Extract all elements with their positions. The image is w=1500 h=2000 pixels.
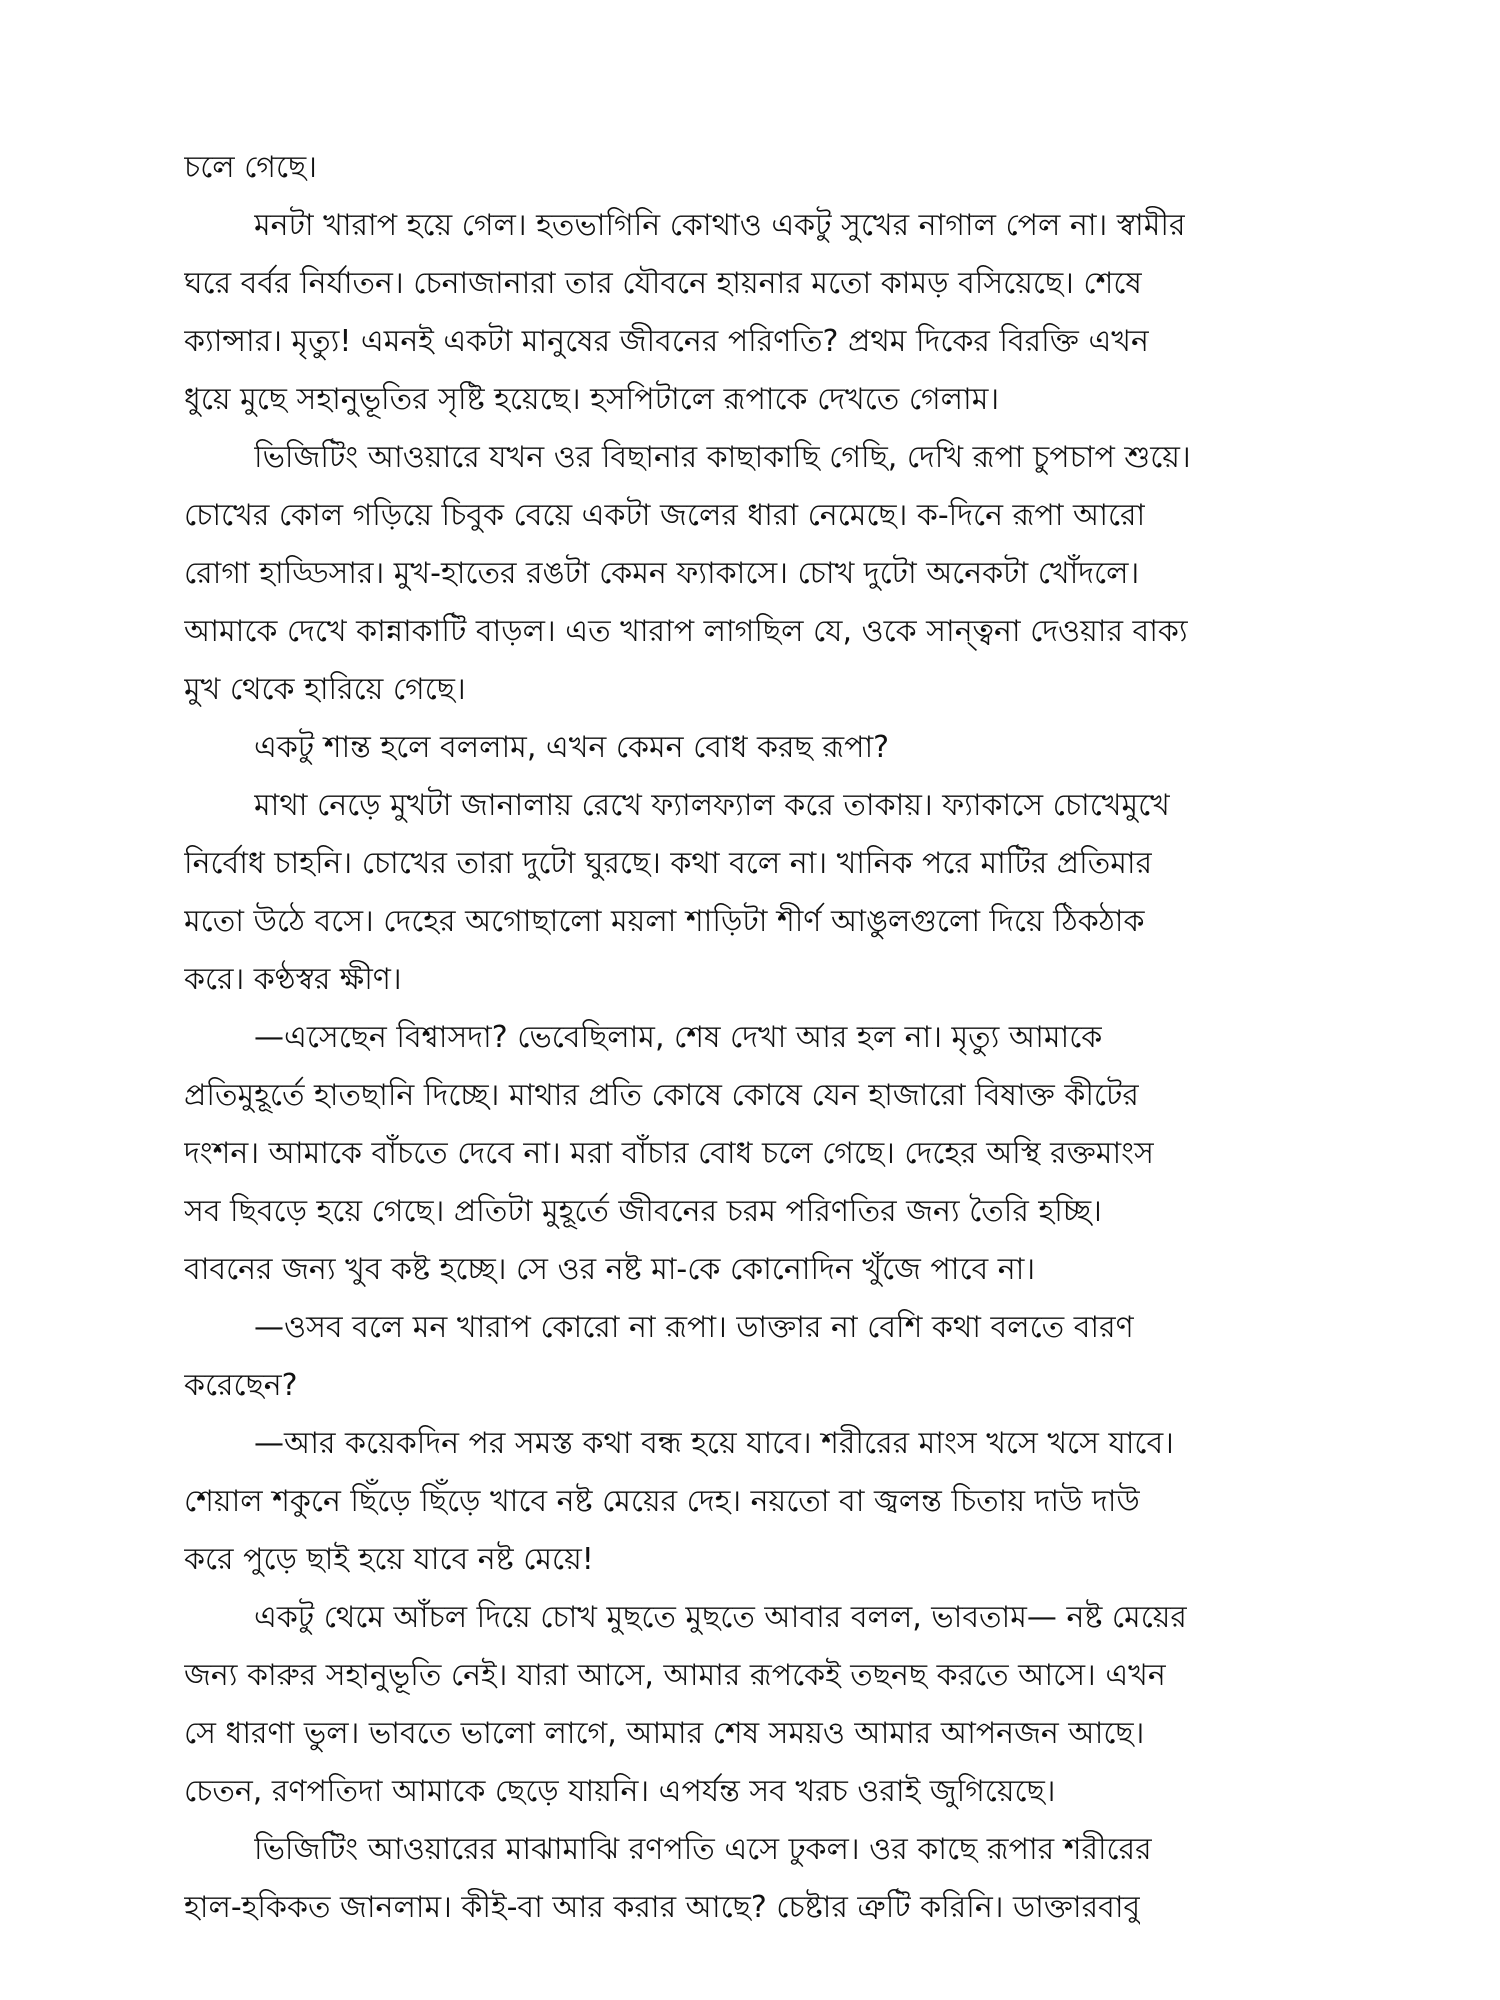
text-line: করেছেন? (184, 1368, 298, 1403)
text-line: মুখ থেকে হারিয়ে গেছে। (184, 672, 466, 707)
text-line: ভিজিটিং আওয়ারে যখন ওর বিছানার কাছাকাছি গেছি, দেখি রূপা চুপচাপ শুয়ে। (254, 440, 1191, 475)
text-line: ঘরে বর্বর নির্যাতন। চেনাজানারা তার যৌবনে হায়নার মতো কামড় বসিয়েছে। শেষে (184, 266, 1142, 301)
text-line: শেয়াল শকুনে ছিঁড়ে ছিঁড়ে খাবে নষ্ট মেয়ের দেহ। নয়তো বা জ্বলন্ত চিতায় দাউ দাউ (184, 1484, 1140, 1519)
text-line: সব ছিবড়ে হয়ে গেছে। প্রতিটা মুহূর্তে জীবনের চরম পরিণতির জন্য তৈরি হচ্ছি। (184, 1194, 1102, 1229)
text-line: মতো উঠে বসে। দেহের অগোছালো ময়লা শাড়িটা শীর্ণ আঙুলগুলো দিয়ে ঠিকঠাক (184, 904, 1145, 939)
text-line: মাথা নেড়ে মুখটা জানালায় রেখে ফ্যালফ্যাল করে তাকায়। ফ্যাকাসে চোখেমুখে (254, 788, 1170, 823)
text-line: সে ধারণা ভুল। ভাবতে ভালো লাগে, আমার শেষ সময়ও আমার আপনজন আছে। (184, 1716, 1145, 1751)
text-line: নির্বোধ চাহনি। চোখের তারা দুটো ঘুরছে। কথা বলে না। খানিক পরে মাটির প্রতিমার (184, 846, 1153, 881)
text-line: করে। কণ্ঠস্বর ক্ষীণ। (184, 962, 402, 997)
text-line: —আর কয়েকদিন পর সমস্ত কথা বন্ধ হয়ে যাবে। শরীরের মাংস খসে খসে যাবে। (254, 1426, 1174, 1461)
text-line: চেতন, রণপতিদা আমাকে ছেড়ে যায়নি। এপর্যন্ত সব খরচ ওরাই জুগিয়েছে। (184, 1774, 1056, 1809)
text-line: ক্যান্সার। মৃত্যু! এমনই একটা মানুষের জীবনের পরিণতি? প্রথম দিকের বিরক্তি এখন (184, 324, 1149, 359)
text-line: হাল-হকিকত জানলাম। কীই-বা আর করার আছে? চেষ্টার ত্রুটি করিনি। ডাক্তারবাবু (184, 1890, 1141, 1925)
text-line: করে পুড়ে ছাই হয়ে যাবে নষ্ট মেয়ে! (184, 1542, 594, 1577)
text-line: দংশন। আমাকে বাঁচতে দেবে না। মরা বাঁচার বোধ চলে গেছে। দেহের অস্থি রক্তমাংস (184, 1136, 1154, 1171)
text-line: ভিজিটিং আওয়ারের মাঝামাঝি রণপতি এসে ঢুকল। ওর কাছে রূপার শরীরের (254, 1832, 1152, 1867)
text-line: জন্য কারুর সহানুভূতি নেই। যারা আসে, আমার রূপকেই তছনছ করতে আসে। এখন (184, 1658, 1166, 1693)
text-line: মনটা খারাপ হয়ে গেল। হতভাগিনি কোথাও একটু সুখের নাগাল পেল না। স্বামীর (254, 208, 1186, 243)
text-line: একটু থেমে আঁচল দিয়ে চোখ মুছতে মুছতে আবার বলল, ভাবতাম— নষ্ট মেয়ের (254, 1600, 1187, 1635)
text-line: —এসেছেন বিশ্বাসদা? ভেবেছিলাম, শেষ দেখা আর হল না। মৃত্যু আমাকে (254, 1020, 1103, 1055)
text-line: বাবনের জন্য খুব কষ্ট হচ্ছে। সে ওর নষ্ট মা-কে কোনোদিন খুঁজে পাবে না। (184, 1252, 1036, 1287)
text-line: একটু শান্ত হলে বললাম, এখন কেমন বোধ করছ রূপা? (254, 730, 890, 765)
text-line: রোগা হাড্ডিসার। মুখ-হাতের রঙটা কেমন ফ্যাকাসে। চোখ দুটো অনেকটা খোঁদলে। (184, 556, 1140, 591)
text-line: চলে গেছে। (184, 150, 317, 185)
text-line: আমাকে দেখে কান্নাকাটি বাড়ল। এত খারাপ লাগছিল যে, ওকে সান্ত্বনা দেওয়ার বাক্য (184, 614, 1188, 649)
text-line: —ওসব বলে মন খারাপ কোরো না রূপা। ডাক্তার না বেশি কথা বলতে বারণ (254, 1310, 1134, 1345)
book-page (184, 140, 1324, 1980)
text-line: প্রতিমুহূর্তে হাতছানি দিচ্ছে। মাথার প্রতি কোষে কোষে যেন হাজারো বিষাক্ত কীটের (184, 1078, 1139, 1113)
text-line: ধুয়ে মুছে সহানুভূতির সৃষ্টি হয়েছে। হসপিটালে রূপাকে দেখতে গেলাম। (184, 382, 1000, 417)
text-line: চোখের কোল গড়িয়ে চিবুক বেয়ে একটা জলের ধারা নেমেছে। ক-দিনে রূপা আরো (184, 498, 1146, 533)
